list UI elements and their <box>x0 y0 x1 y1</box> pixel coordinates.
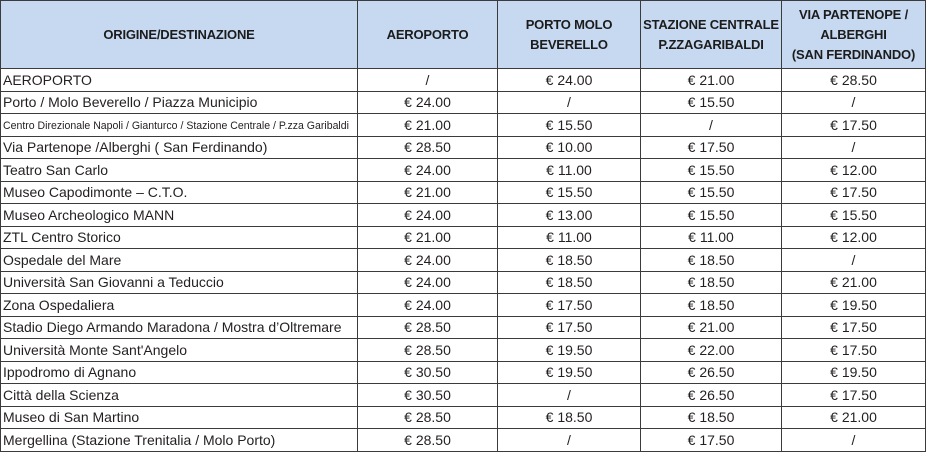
fare-cell-aeroporto: € 24.00 <box>358 159 498 182</box>
table-header <box>1 1 926 69</box>
origin-label: Università Monte Sant'Angelo <box>3 341 187 358</box>
fare-cell-stazione-centrale: € 18.50 <box>641 249 782 272</box>
fare-cell-aeroporto: € 24.00 <box>358 204 498 227</box>
origin-label: Stadio Diego Armando Maradona / Mostra d’Oltremare <box>3 319 342 336</box>
fare-cell-aeroporto: € 28.50 <box>358 137 498 160</box>
fare-cell-aeroporto: / <box>358 69 498 92</box>
fare-cell-stazione-centrale: € 18.50 <box>641 272 782 295</box>
origin-label: Ippodromo di Agnano <box>3 364 137 381</box>
fare-cell-via-partenope: € 19.50 <box>782 294 926 317</box>
fare-cell-stazione-centrale: € 21.00 <box>641 317 782 340</box>
origin-label: ZTL Centro Storico <box>3 229 121 246</box>
table-row <box>1 272 926 295</box>
fare-cell-porto-molo-beverello: / <box>498 384 641 407</box>
fare-cell-via-partenope: € 15.50 <box>782 204 926 227</box>
fare-cell-porto-molo-beverello: € 18.50 <box>498 249 641 272</box>
fare-cell-stazione-centrale: € 15.50 <box>641 182 782 205</box>
table-row <box>1 294 926 317</box>
header-aeroporto: AEROPORTO <box>358 1 498 69</box>
origin-cell <box>1 407 358 430</box>
fare-cell-porto-molo-beverello: € 19.50 <box>498 339 641 362</box>
fare-cell-aeroporto: € 24.00 <box>358 272 498 295</box>
table-row <box>1 317 926 340</box>
origin-cell <box>1 249 358 272</box>
fare-cell-porto-molo-beverello: € 17.50 <box>498 317 641 340</box>
table-row <box>1 429 926 452</box>
table-row <box>1 69 926 92</box>
fare-cell-via-partenope: € 17.50 <box>782 182 926 205</box>
header-origin-destination: ORIGINE/DESTINAZIONE <box>1 1 358 69</box>
table-row <box>1 159 926 182</box>
fare-cell-via-partenope: € 21.00 <box>782 272 926 295</box>
fare-cell-via-partenope: € 12.00 <box>782 227 926 250</box>
fare-cell-via-partenope: € 19.50 <box>782 362 926 385</box>
fare-cell-aeroporto: € 28.50 <box>358 317 498 340</box>
origin-label: Museo di San Martino <box>3 409 140 426</box>
fare-cell-aeroporto: € 21.00 <box>358 227 498 250</box>
origin-label: Mergellina (Stazione Trenitalia / Molo Porto) <box>3 431 276 448</box>
origin-label: Via Partenope /Alberghi ( San Ferdinando) <box>3 139 268 156</box>
origin-cell <box>1 429 358 452</box>
origin-label: Porto / Molo Beverello / Piazza Municipio <box>3 94 258 111</box>
origin-cell <box>1 69 358 92</box>
fare-cell-via-partenope: € 28.50 <box>782 69 926 92</box>
fare-cell-porto-molo-beverello: / <box>498 92 641 115</box>
origin-cell <box>1 114 358 137</box>
table-body <box>1 69 926 452</box>
origin-label: Ospedale del Mare <box>3 251 122 268</box>
table-row <box>1 92 926 115</box>
origin-cell <box>1 317 358 340</box>
fare-cell-porto-molo-beverello: € 13.00 <box>498 204 641 227</box>
fare-cell-via-partenope: € 21.00 <box>782 407 926 430</box>
fare-cell-porto-molo-beverello: € 15.50 <box>498 182 641 205</box>
fare-cell-stazione-centrale: / <box>641 114 782 137</box>
fare-cell-aeroporto: € 24.00 <box>358 294 498 317</box>
fare-cell-aeroporto: € 21.00 <box>358 182 498 205</box>
header-porto-molo-beverello: PORTO MOLO BEVERELLO <box>498 1 641 69</box>
table-row <box>1 227 926 250</box>
fare-cell-stazione-centrale: € 15.50 <box>641 159 782 182</box>
fare-cell-stazione-centrale: € 26.50 <box>641 362 782 385</box>
origin-label: Museo Capodimonte – C.T.O. <box>3 184 188 201</box>
table-row <box>1 407 926 430</box>
origin-cell <box>1 294 358 317</box>
fare-cell-via-partenope: € 17.50 <box>782 339 926 362</box>
fare-cell-porto-molo-beverello: € 11.00 <box>498 227 641 250</box>
fare-cell-aeroporto: € 24.00 <box>358 249 498 272</box>
origin-cell <box>1 92 358 115</box>
origin-label: AEROPORTO <box>3 71 92 88</box>
table-row <box>1 204 926 227</box>
header-row <box>1 1 926 69</box>
fare-cell-via-partenope: € 12.00 <box>782 159 926 182</box>
fare-cell-aeroporto: € 28.50 <box>358 339 498 362</box>
table-row <box>1 137 926 160</box>
fare-cell-aeroporto: € 28.50 <box>358 407 498 430</box>
fare-cell-aeroporto: € 21.00 <box>358 114 498 137</box>
fare-cell-aeroporto: € 24.00 <box>358 92 498 115</box>
fare-cell-porto-molo-beverello: € 11.00 <box>498 159 641 182</box>
fare-cell-stazione-centrale: € 26.50 <box>641 384 782 407</box>
fare-cell-stazione-centrale: € 22.00 <box>641 339 782 362</box>
fare-cell-stazione-centrale: € 11.00 <box>641 227 782 250</box>
fare-cell-stazione-centrale: € 21.00 <box>641 69 782 92</box>
origin-cell <box>1 182 358 205</box>
fare-cell-porto-molo-beverello: € 18.50 <box>498 407 641 430</box>
fare-cell-stazione-centrale: € 17.50 <box>641 429 782 452</box>
fare-cell-via-partenope: € 17.50 <box>782 384 926 407</box>
table-row <box>1 182 926 205</box>
fare-cell-stazione-centrale: € 18.50 <box>641 407 782 430</box>
origin-cell <box>1 362 358 385</box>
origin-label: Centro Direzionale Napoli / Gianturco / Stazione Centrale / P.zza Garibaldi <box>3 119 349 132</box>
fare-cell-stazione-centrale: € 15.50 <box>641 204 782 227</box>
fare-cell-porto-molo-beverello: € 15.50 <box>498 114 641 137</box>
fare-cell-via-partenope: / <box>782 137 926 160</box>
fare-cell-porto-molo-beverello: € 24.00 <box>498 69 641 92</box>
fare-cell-porto-molo-beverello: € 17.50 <box>498 294 641 317</box>
fare-cell-aeroporto: € 30.50 <box>358 384 498 407</box>
origin-label: Museo Archeologico MANN <box>3 206 175 223</box>
header-via-partenope: VIA PARTENOPE / ALBERGHI (SAN FERDINANDO) <box>782 1 926 69</box>
fare-cell-via-partenope: € 17.50 <box>782 114 926 137</box>
fare-cell-via-partenope: € 17.50 <box>782 317 926 340</box>
table-row <box>1 114 926 137</box>
table-row <box>1 339 926 362</box>
table-row <box>1 384 926 407</box>
fare-cell-via-partenope: / <box>782 429 926 452</box>
fare-cell-porto-molo-beverello: € 18.50 <box>498 272 641 295</box>
origin-cell <box>1 227 358 250</box>
fare-cell-porto-molo-beverello: / <box>498 429 641 452</box>
origin-cell <box>1 384 358 407</box>
origin-cell <box>1 137 358 160</box>
origin-cell <box>1 339 358 362</box>
fare-cell-via-partenope: / <box>782 92 926 115</box>
fare-cell-porto-molo-beverello: € 10.00 <box>498 137 641 160</box>
table-row <box>1 249 926 272</box>
origin-label: Università San Giovanni a Teduccio <box>3 274 224 291</box>
origin-cell <box>1 159 358 182</box>
fare-cell-porto-molo-beverello: € 19.50 <box>498 362 641 385</box>
fare-cell-stazione-centrale: € 17.50 <box>641 137 782 160</box>
fare-cell-via-partenope: / <box>782 249 926 272</box>
fare-cell-stazione-centrale: € 18.50 <box>641 294 782 317</box>
origin-cell <box>1 204 358 227</box>
fare-cell-stazione-centrale: € 15.50 <box>641 92 782 115</box>
origin-label: Città della Scienza <box>3 386 119 403</box>
table-row <box>1 362 926 385</box>
origin-cell <box>1 272 358 295</box>
header-stazione-centrale: STAZIONE CENTRALE P.ZZAGARIBALDI <box>641 1 782 69</box>
origin-label: Teatro San Carlo <box>3 161 109 178</box>
origin-label: Zona Ospedaliera <box>3 296 115 313</box>
fare-cell-aeroporto: € 28.50 <box>358 429 498 452</box>
fare-cell-aeroporto: € 30.50 <box>358 362 498 385</box>
